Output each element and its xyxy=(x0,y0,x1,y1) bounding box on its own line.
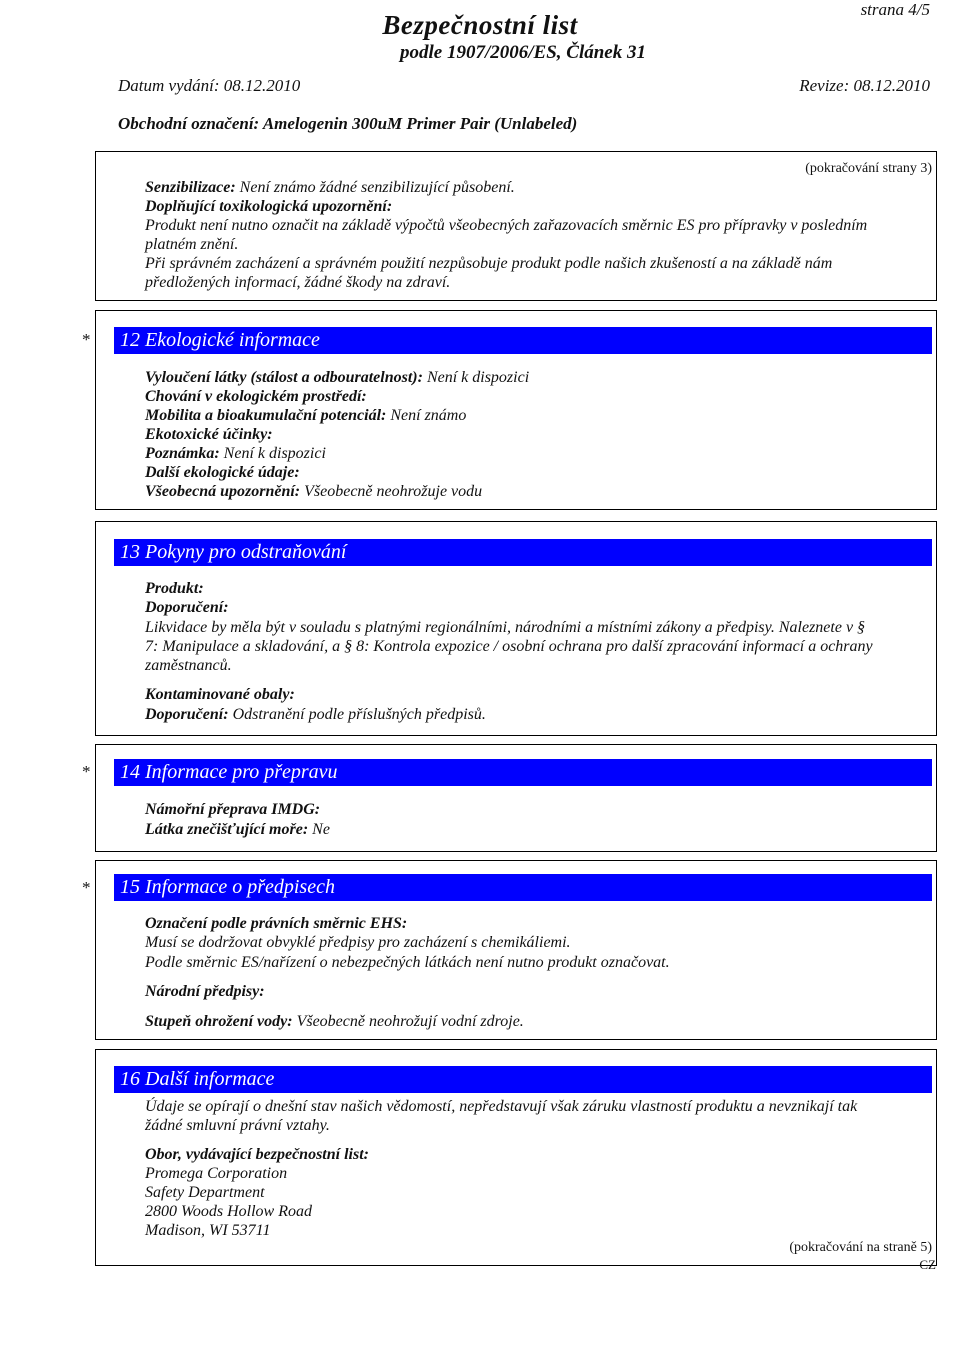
document-subtitle: podle 1907/2006/ES, Článek 31 xyxy=(400,42,646,63)
s13-rec2-label: Doporučení: xyxy=(145,706,229,723)
language-code: CZ xyxy=(919,1257,936,1272)
sensitization-label: Senzibilizace: xyxy=(145,179,236,196)
continuation-to: (pokračování na straně 5) xyxy=(789,1240,932,1255)
s13-text-1: Likvidace by měla být v souladu s platnými regionálními, národními a místními zákony a předpisy. Naleznete v § xyxy=(145,619,866,636)
s12-line-4: Ekotoxické účinky: xyxy=(145,426,273,443)
issue-date: Datum vydání: 08.12.2010 xyxy=(118,76,301,95)
s12-line-7 xyxy=(145,482,935,501)
s15-l5-label: Stupeň ohrožení vody: xyxy=(145,1013,293,1030)
section-16-heading: 16 Další informace xyxy=(114,1066,932,1093)
change-marker-12: * xyxy=(82,330,91,349)
s14-l2-value: Ne xyxy=(308,821,330,838)
s12-l7-label: Všeobecná upozornění: xyxy=(145,483,301,500)
s12-l1-label: Vyloučení látky (stálost a odbouratelnost): xyxy=(145,369,423,386)
s12-line-3 xyxy=(145,406,935,425)
s16-text-2: žádné smluvní právní vztahy. xyxy=(145,1117,330,1134)
s15-l5-value: Všeobecně neohrožují vodní zdroje. xyxy=(292,1013,524,1030)
s12-line-2: Chování v ekologickém prostředí: xyxy=(145,388,367,405)
s12-l7-value: Všeobecně neohrožuje vodu xyxy=(300,483,483,500)
tox-text-4: předložených informací, žádné škody na zdraví. xyxy=(145,274,451,291)
s13-packaging: Kontaminované obaly: xyxy=(145,686,295,703)
trade-name: Obchodní označení: Amelogenin 300uM Primer Pair (Unlabeled) xyxy=(118,114,578,133)
extra-tox-label: Doplňující toxikologická upozornění: xyxy=(145,198,393,215)
s16-address-4: Madison, WI 53711 xyxy=(145,1222,271,1239)
tox-text-2: platném znění. xyxy=(145,236,239,253)
sensitization-line xyxy=(145,178,935,197)
s12-l5-label: Poznámka: xyxy=(145,445,220,462)
s14-l2-label: Látka znečišťující moře: xyxy=(145,821,309,838)
s13-text-2: 7: Manipulace a skladování, a § 8: Kontrola expozice / osobní ochrana pro další zpracování informací a ochrany xyxy=(145,638,873,655)
s16-text-1: Údaje se opírají o dnešní stav našich vědomostí, nepředstavují však záruku vlastností produktu a nevznikají tak xyxy=(145,1098,858,1115)
s12-l3-label: Mobilita a bioakumulační potenciál: xyxy=(145,407,387,424)
s12-l1-value: Není k dispozici xyxy=(422,369,530,386)
s13-rec-2 xyxy=(145,705,935,724)
s13-rec2-value: Odstranění podle příslušných předpisů. xyxy=(228,706,486,723)
s16-address-2: Safety Department xyxy=(145,1184,265,1201)
section-15-heading: 15 Informace o předpisech xyxy=(114,874,932,901)
s16-issuer-label: Obor, vydávající bezpečnostní list: xyxy=(145,1146,369,1163)
s14-line-1: Námořní přeprava IMDG: xyxy=(145,801,321,818)
section-12-heading: 12 Ekologické informace xyxy=(114,327,932,354)
s13-recommendation: Doporučení: xyxy=(145,599,229,616)
s15-line-5 xyxy=(145,1012,935,1031)
s15-line-1: Označení podle právních směrnic EHS: xyxy=(145,915,408,932)
s13-product: Produkt: xyxy=(145,580,204,597)
s16-address-1: Promega Corporation xyxy=(145,1165,288,1182)
s12-line-6: Další ekologické údaje: xyxy=(145,464,300,481)
s15-line-3: Podle směrnic ES/nařízení o nebezpečných látkách není nutno produkt označovat. xyxy=(145,954,670,971)
s12-line-1 xyxy=(145,368,935,387)
revision-date: Revize: 08.12.2010 xyxy=(799,76,930,95)
sensitization-value: Není známo žádné senzibilizující působení. xyxy=(235,179,515,196)
continuation-from: (pokračování strany 3) xyxy=(805,161,932,176)
s15-line-4: Národní předpisy: xyxy=(145,983,265,1000)
s16-address-3: 2800 Woods Hollow Road xyxy=(145,1203,312,1220)
s12-l5-value: Není k dispozici xyxy=(219,445,326,462)
s15-line-2: Musí se dodržovat obvyklé předpisy pro zacházení s chemikáliemi. xyxy=(145,934,571,951)
section-14-heading: 14 Informace pro přepravu xyxy=(114,759,932,786)
change-marker-15: * xyxy=(82,878,91,897)
document-title: Bezpečnostní list xyxy=(382,10,578,40)
s12-l3-value: Není známo xyxy=(386,407,467,424)
s13-text-3: zaměstnanců. xyxy=(145,657,232,674)
change-marker-14: * xyxy=(82,762,91,781)
page-number: strana 4/5 xyxy=(860,0,930,19)
tox-text-1: Produkt není nutno označit na základě výpočtů všeobecných zařazovacích směrnic ES pro přípravky v posledním xyxy=(145,217,868,234)
s14-line-2 xyxy=(145,820,935,839)
tox-text-3: Při správném zacházení a správném použití nezpůsobuje produkt podle našich zkušeností a na základě nám xyxy=(145,255,833,272)
s12-line-5 xyxy=(145,444,935,463)
section-13-heading: 13 Pokyny pro odstraňování xyxy=(114,539,932,566)
